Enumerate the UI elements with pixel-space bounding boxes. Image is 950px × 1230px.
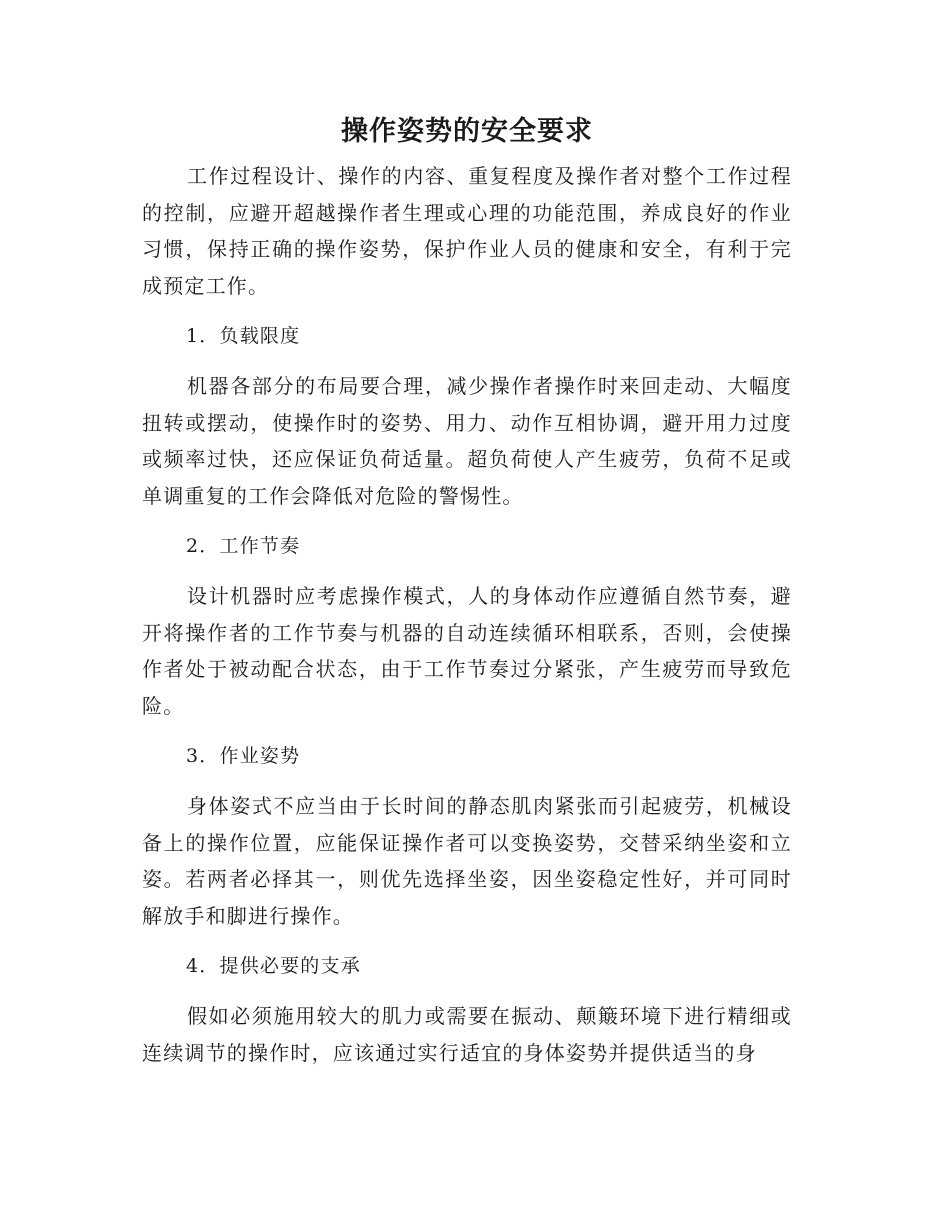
section-heading-work-rhythm: 2．工作节奏 (186, 535, 301, 557)
document-title: 操作姿势的安全要求 (341, 116, 593, 147)
section-heading-work-posture: 3．作业姿势 (186, 745, 301, 767)
section-body-support: 假如必须施用较大的肌力或需要在振动、颠簸环境下进行精细或连续调节的操作时，应该通过实行适宜的身体姿势并提供适当的身 (142, 1004, 792, 1065)
document-page (142, 108, 792, 1071)
intro-paragraph: 工作过程设计、操作的内容、重复程度及操作者对整个工作过程的控制，应避开超越操作者生理或心理的功能范围，养成良好的作业习惯，保持正确的操作姿势，保护作业人员的健康和安全，有利于完成预定工作。 (142, 164, 792, 298)
section-body-load-limit: 机器各部分的布局要合理，减少操作者操作时来回走动、大幅度扭转或摆动，使操作时的姿势、用力、动作互相协调，避开用力过度或频率过快，还应保证负荷适量。超负荷使人产生疲劳，负荷不足或单调重复的工作会降低对危险的警惕性。 (142, 374, 792, 508)
section-body-work-posture: 身体姿式不应当由于长时间的静态肌肉紧张而引起疲劳，机械设备上的操作位置，应能保证操作者可以变换姿势，交替采纳坐姿和立姿。若两者必择其一，则优先选择坐姿，因坐姿稳定性好，并可同时解放手和脚进行操作。 (142, 794, 792, 928)
section-body-work-rhythm: 设计机器时应考虑操作模式，人的身体动作应遵循自然节奏，避开将操作者的工作节奏与机器的自动连续循环相联系，否则，会使操作者处于被动配合状态，由于工作节奏过分紧张，产生疲劳而导致危险。 (142, 584, 792, 718)
section-heading-support: 4．提供必要的支承 (186, 955, 361, 977)
section-heading-load-limit: 1．负载限度 (186, 325, 301, 347)
